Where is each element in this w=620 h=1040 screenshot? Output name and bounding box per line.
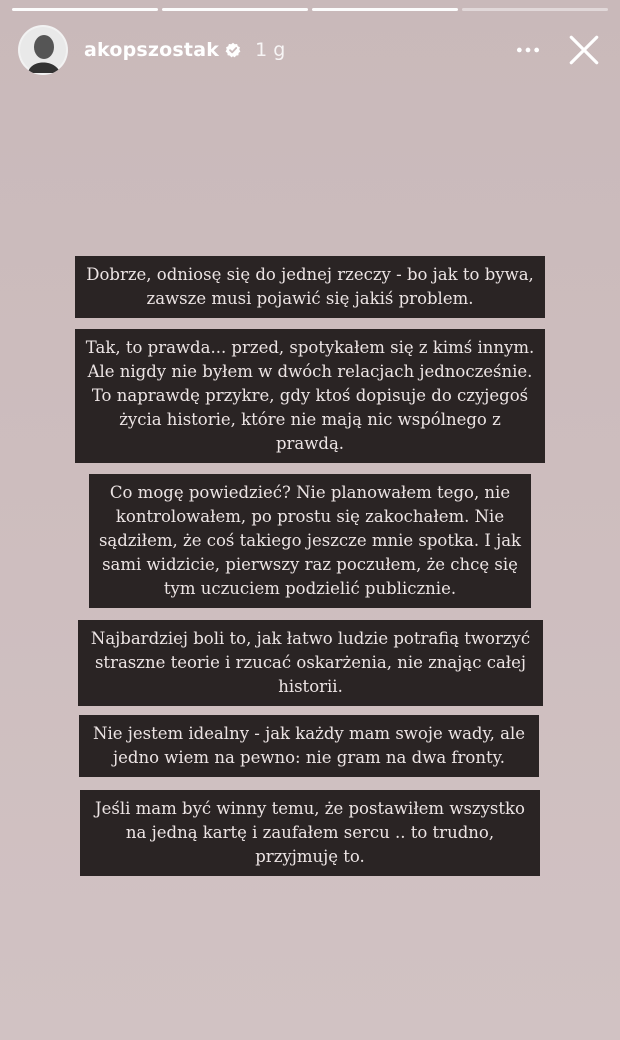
story-progress-bar <box>12 8 608 11</box>
text-block: Jeśli mam być winny temu, że postawiłem wszystko na jedną kartę i zaufałem sercu .. to trudno, przyjmuję to. <box>80 790 540 876</box>
avatar-image <box>20 27 66 73</box>
text-block: Dobrze, odniosę się do jednej rzeczy - bo jak to bywa, zawsze musi pojawić się jakiś problem. <box>75 256 545 318</box>
text-block: Najbardziej boli to, jak łatwo ludzie potrafią tworzyć straszne teorie i rzucać oskarżenia, nie znając całej historii. <box>78 620 543 706</box>
post-time: 1 g <box>255 39 286 61</box>
text-block: Co mogę powiedzieć? Nie planowałem tego, nie kontrolowałem, po prostu się zakochałem. Nie sądziłem, że coś takiego jeszcze mnie spotka. I jak sami widzicie, pierwszy raz poczułem, że chcę się tym uczuciem podzielić publicznie. <box>89 474 531 608</box>
verified-badge-icon <box>225 42 241 58</box>
story-header <box>18 22 606 78</box>
more-horizontal-icon <box>515 37 541 63</box>
progress-segment <box>462 8 608 11</box>
close-icon <box>567 33 601 67</box>
text-block: Nie jestem idealny - jak każdy mam swoje wady, ale jedno wiem na pewno: nie gram na dwa fronty. <box>79 715 539 777</box>
avatar[interactable] <box>18 25 68 75</box>
username[interactable]: akopszostak <box>84 39 220 61</box>
close-button[interactable] <box>562 28 606 72</box>
progress-segment <box>162 8 308 11</box>
progress-segment <box>312 8 458 11</box>
progress-segment <box>12 8 158 11</box>
text-block: Tak, to prawda... przed, spotykałem się z kimś innym. Ale nigdy nie byłem w dwóch relacjach jednocześnie. To naprawdę przykre, gdy ktoś dopisuje do czyjegoś życia historie, które nie mają nic wspólnego z prawdą. <box>75 329 545 463</box>
more-options-button[interactable] <box>508 30 548 70</box>
